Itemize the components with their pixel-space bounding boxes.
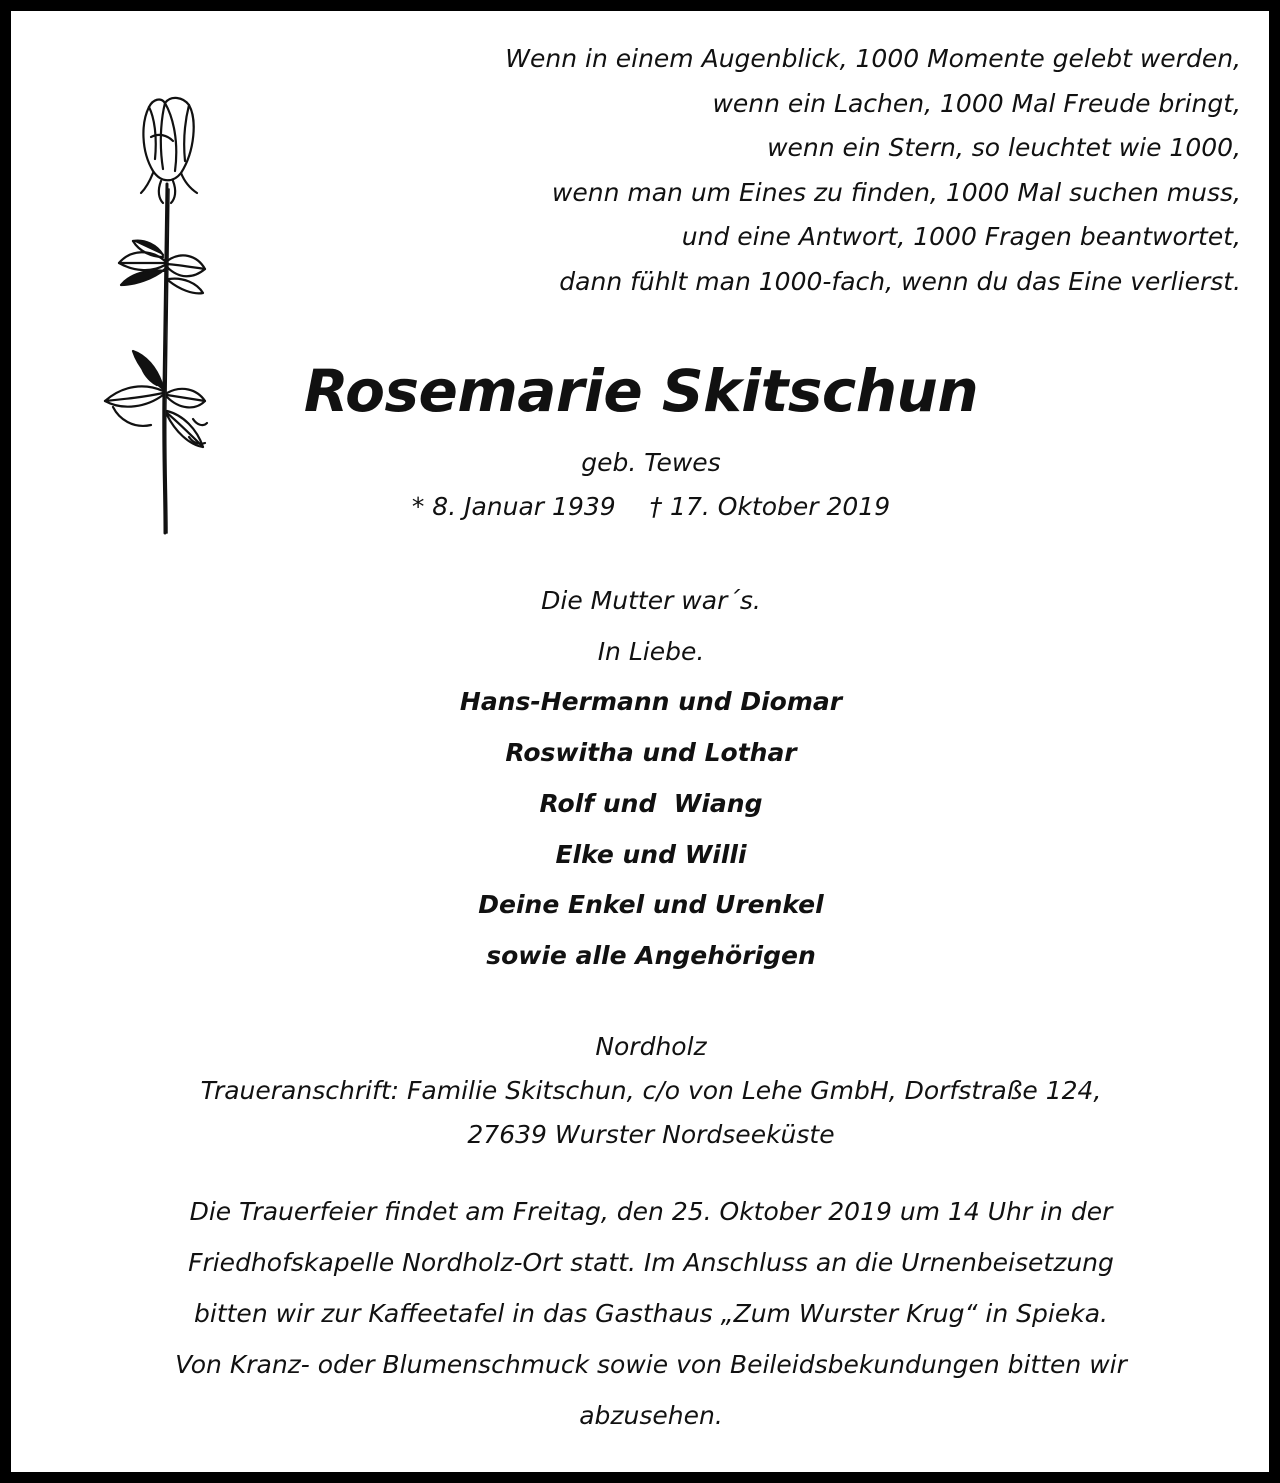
message-line: In Liebe. (597, 636, 705, 666)
poem-line: wenn ein Stern, so leuchtet wie 1000, (767, 133, 1241, 163)
poem-line: dann fühlt man 1000-fach, wenn du das Eine verlierst. (559, 266, 1241, 296)
service-line: Von Kranz- oder Blumenschmuck sowie von Beileidsbekundungen bitten wir (175, 1350, 1127, 1379)
maiden-name: geb. Tewes (581, 448, 721, 477)
mourner-name: Hans-Hermann und Diomar (459, 687, 843, 717)
service-info (11, 1186, 1280, 1441)
address-line: Traueranschrift: Familie Skitschun, c/o von Lehe GmbH, Dorfstraße 124, (200, 1076, 1102, 1105)
mourner-name: Deine Enkel und Urenkel (478, 890, 824, 920)
poem-line: und eine Antwort, 1000 Fragen beantwortet, (681, 222, 1241, 252)
address-block (11, 1025, 1280, 1157)
address-line: 27639 Wurster Nordseeküste (467, 1120, 835, 1149)
death-date: † 17. Oktober 2019 (649, 492, 891, 521)
mourners-block (11, 576, 1280, 982)
service-line: Friedhofskapelle Nordholz-Ort statt. Im Anschluss an die Urnenbeisetzung (188, 1248, 1114, 1277)
mourner-name: Roswitha und Lothar (505, 738, 797, 768)
mourner-name: Elke und Willi (555, 839, 747, 869)
life-dates (11, 492, 1280, 521)
mourner-name: sowie alle Angehörigen (486, 940, 816, 970)
service-line: abzusehen. (579, 1401, 723, 1430)
mourner-name: Rolf und Wiang (539, 788, 763, 818)
poem-line: wenn ein Lachen, 1000 Mal Freude bringt, (712, 88, 1241, 118)
poem (505, 37, 1241, 305)
deceased-name: Rosemarie Skitschun (303, 357, 979, 425)
message-line: Die Mutter war´s. (541, 586, 761, 615)
birth-date: * 8. Januar 1939 (411, 492, 616, 521)
poem-line: wenn man um Eines zu finden, 1000 Mal suchen muss, (551, 177, 1241, 207)
poem-line: Wenn in einem Augenblick, 1000 Momente gelebt werden, (505, 44, 1241, 73)
service-line: Die Trauerfeier findet am Freitag, den 25. Oktober 2019 um 14 Uhr in der (189, 1197, 1113, 1226)
service-line: bitten wir zur Kaffeetafel in das Gasthaus „Zum Wurster Krug“ in Spieka. (194, 1299, 1108, 1328)
town: Nordholz (595, 1032, 707, 1061)
